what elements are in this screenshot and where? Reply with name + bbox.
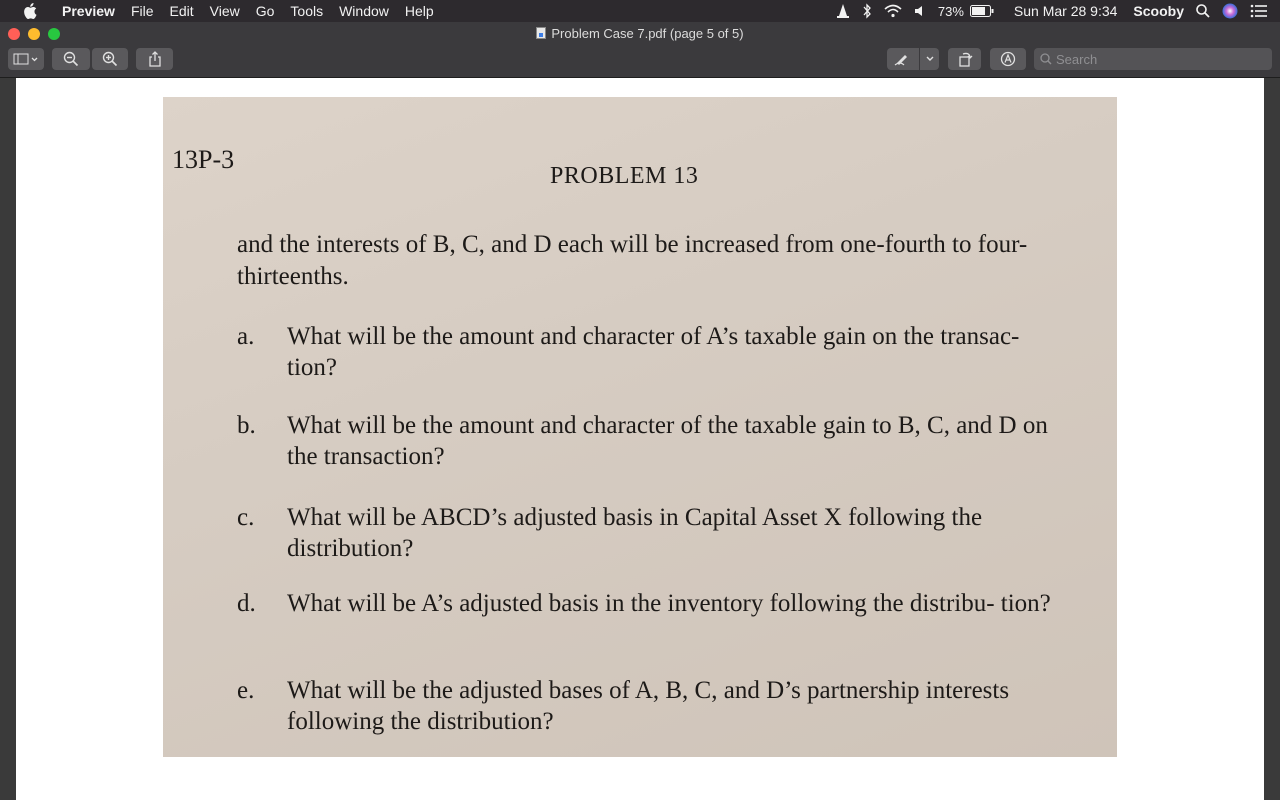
intro-paragraph: and the interests of B, C, and D each will be increased from one-fourth to four-thirteenths. — [237, 231, 1028, 290]
siri-icon[interactable] — [1222, 3, 1238, 19]
pdf-document-icon — [536, 27, 546, 39]
menu-bar — [0, 0, 1280, 22]
zoom-in-button[interactable] — [92, 48, 128, 70]
search-field[interactable] — [1034, 48, 1272, 70]
vlc-cone-icon[interactable] — [836, 3, 850, 19]
zoom-out-button[interactable] — [52, 48, 90, 70]
problem-code: 13P-3 — [172, 145, 235, 174]
question-b — [237, 410, 1067, 474]
menu-go[interactable]: Go — [255, 3, 275, 19]
question-d — [237, 588, 1067, 652]
question-a — [237, 321, 1067, 385]
menu-view[interactable]: View — [209, 3, 240, 19]
search-icon — [1040, 53, 1052, 65]
document-viewport[interactable] — [0, 78, 1280, 800]
wifi-icon[interactable] — [884, 4, 902, 18]
menu-edit[interactable]: Edit — [169, 3, 194, 19]
window-title — [0, 26, 1280, 41]
question-text: What will be A’s adjusted basis in the inventory following the distribu- tion? — [287, 590, 1051, 617]
pdf-page — [16, 78, 1264, 800]
menu-window[interactable]: Window — [339, 3, 389, 19]
window-title-text: Problem Case 7.pdf (page 5 of 5) — [551, 26, 744, 41]
question-text: What will be the amount and character of A’s taxable gain on the transac- tion? — [287, 323, 1020, 381]
question-e — [237, 675, 1067, 739]
notification-center-icon[interactable] — [1250, 4, 1268, 18]
markup-options-dropdown[interactable] — [920, 48, 939, 70]
search-input[interactable] — [1056, 52, 1256, 67]
battery-icon[interactable] — [970, 5, 994, 17]
page-photo — [163, 97, 1117, 757]
menu-file[interactable]: File — [130, 3, 154, 19]
question-letter: a. — [237, 323, 255, 350]
problem-heading: PROBLEM 13 — [550, 163, 699, 189]
apple-menu-icon[interactable] — [20, 3, 40, 19]
question-text: What will be the adjusted bases of A, B, C, and D’s partnership interests following the distribution? — [287, 677, 1010, 735]
volume-icon[interactable] — [914, 4, 926, 18]
question-letter: b. — [237, 412, 256, 439]
rotate-button[interactable] — [948, 48, 981, 70]
window-title-bar — [0, 22, 1280, 46]
question-c — [237, 502, 1067, 566]
menu-app-name[interactable]: Preview — [62, 3, 115, 19]
question-text: What will be ABCD’s adjusted basis in Capital Asset X following the distribution? — [287, 504, 983, 562]
question-letter: e. — [237, 677, 255, 704]
battery-percentage[interactable]: 73% — [937, 3, 964, 19]
question-letter: d. — [237, 590, 256, 617]
markup-pen-button[interactable] — [887, 48, 919, 70]
clock[interactable]: Sun Mar 28 9:34 — [1013, 3, 1118, 19]
toolbar — [0, 46, 1280, 78]
question-text: What will be the amount and character of the taxable gain to B, C, and D on the transaction? — [287, 412, 1048, 470]
spotlight-search-icon[interactable] — [1196, 4, 1210, 18]
bluetooth-icon[interactable] — [862, 3, 872, 19]
markup-toolbar-button[interactable] — [990, 48, 1026, 70]
question-letter: c. — [237, 504, 255, 531]
menu-help[interactable]: Help — [404, 3, 434, 19]
share-button[interactable] — [136, 48, 173, 70]
menu-tools[interactable]: Tools — [290, 3, 324, 19]
user-name[interactable]: Scooby — [1133, 3, 1184, 19]
sidebar-toggle-button[interactable] — [8, 48, 44, 70]
